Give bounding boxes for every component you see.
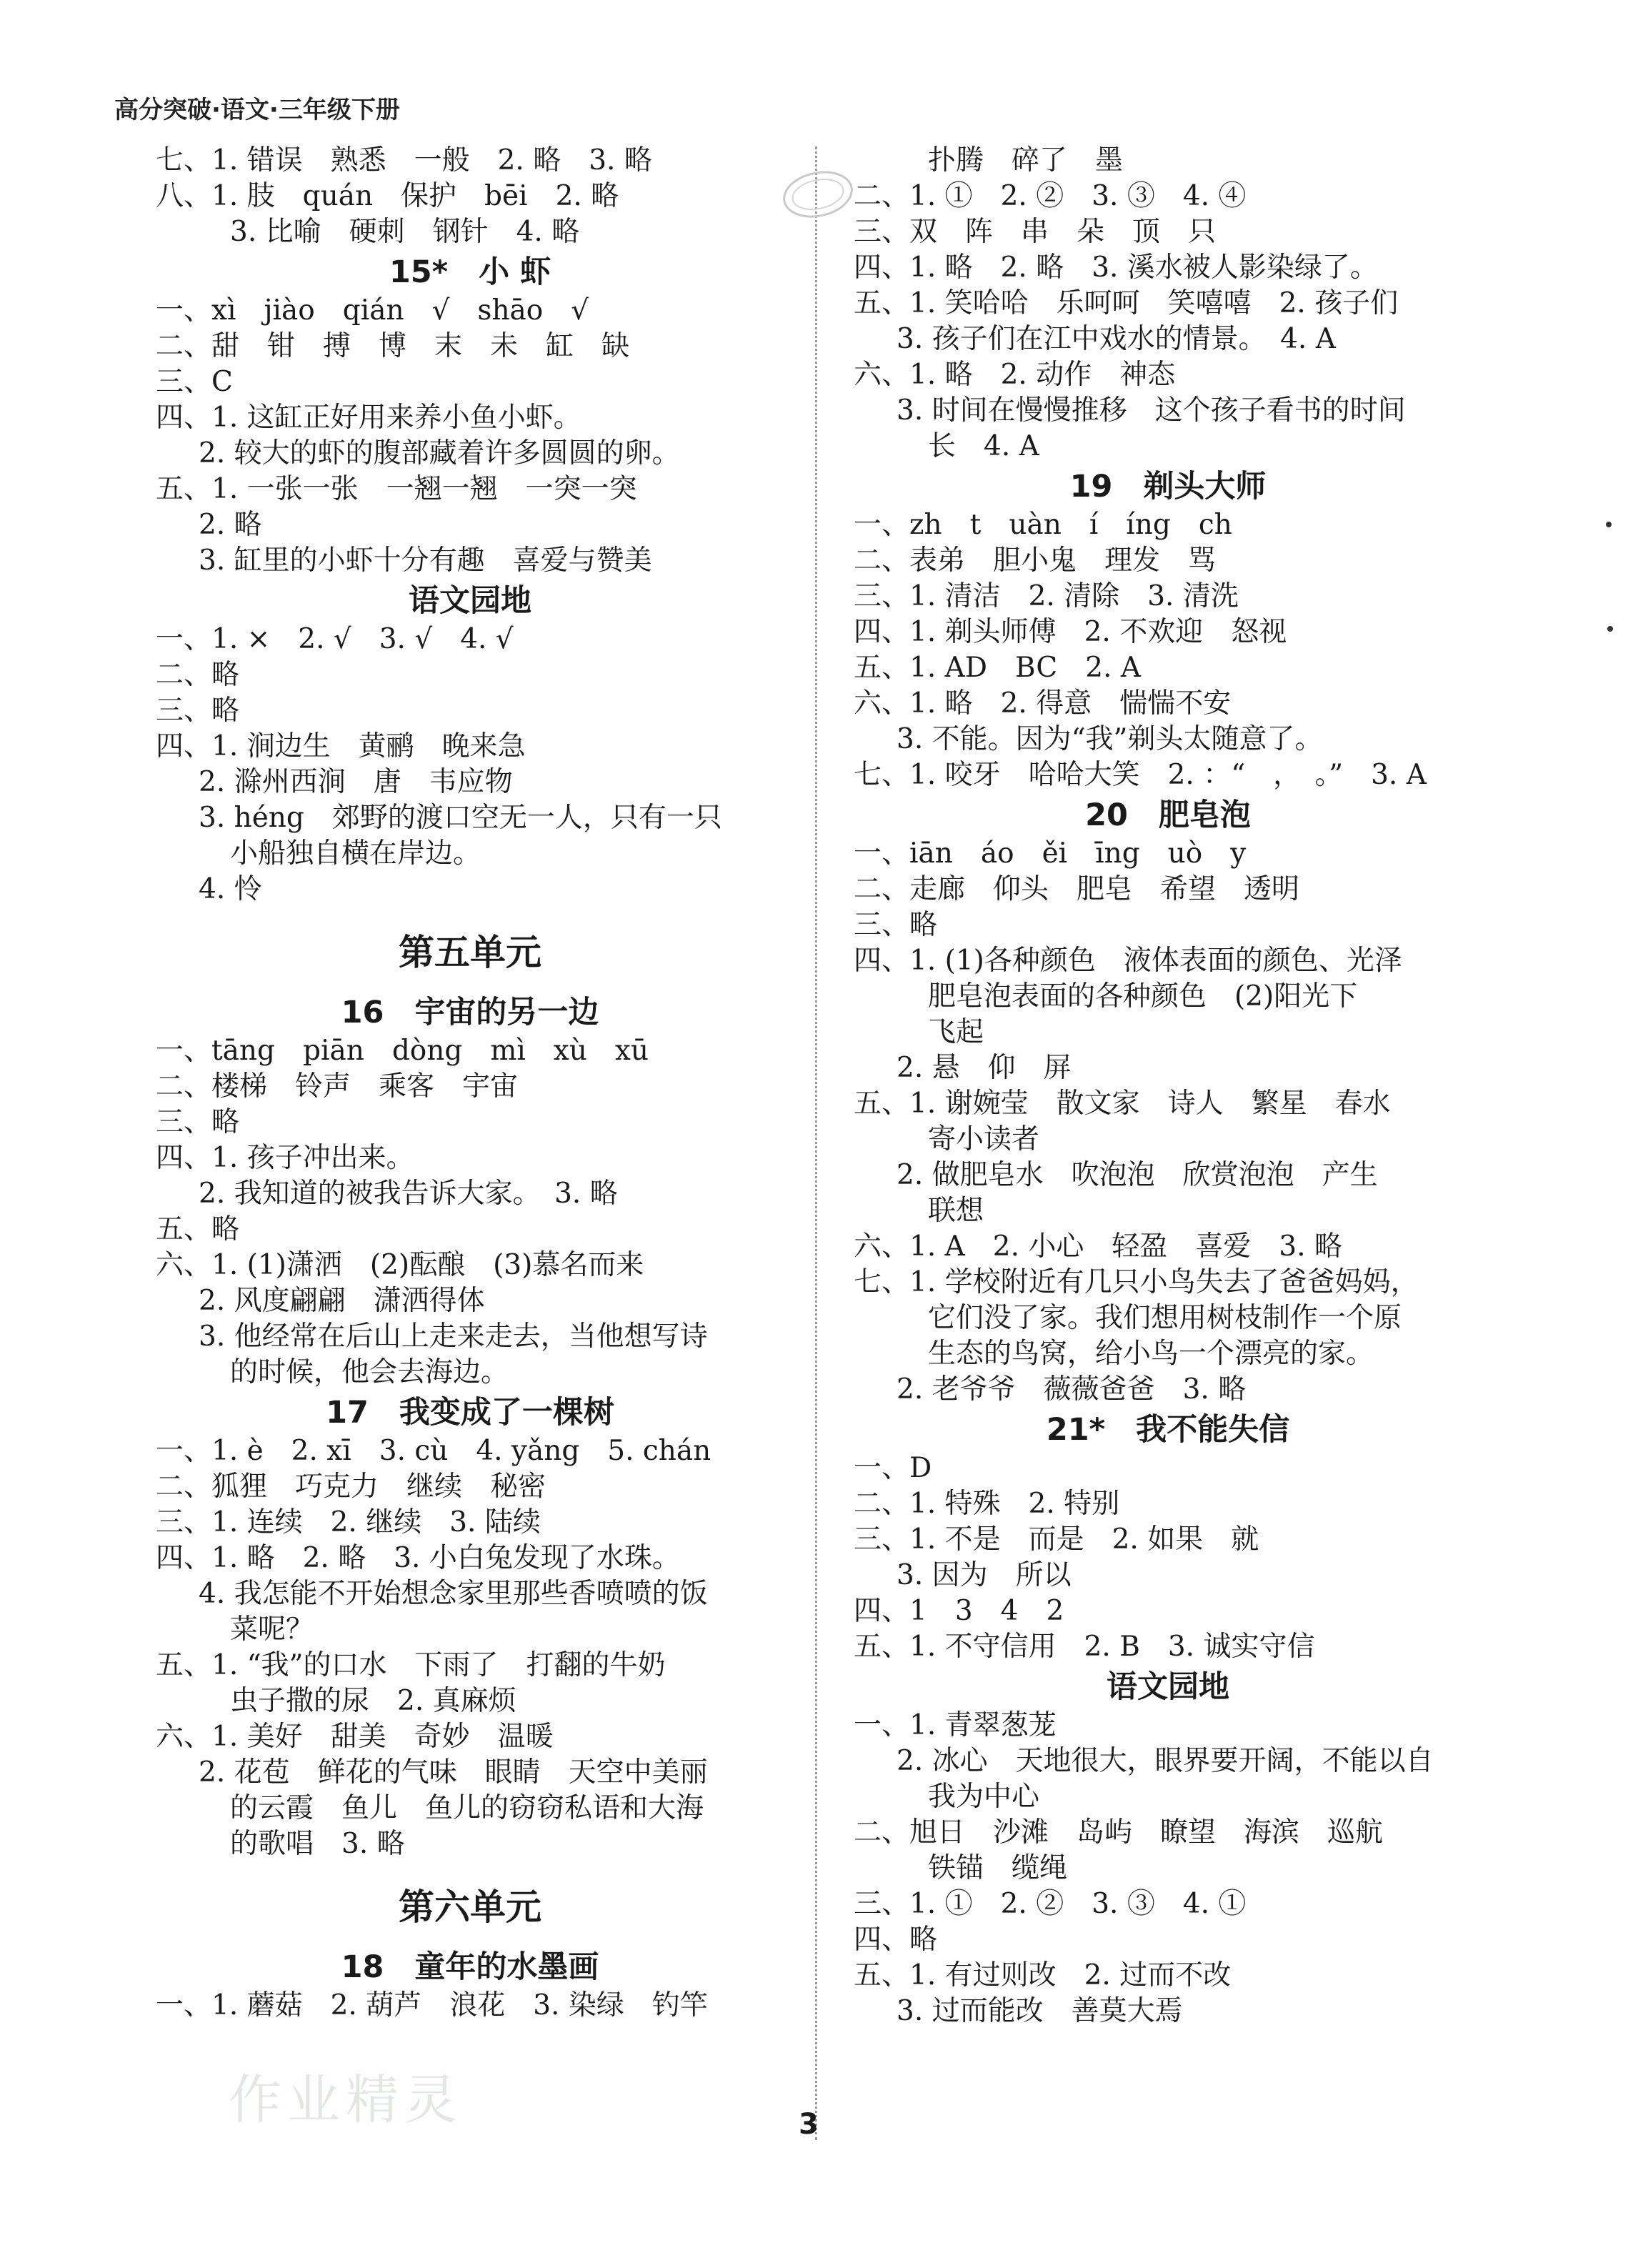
answer-line: 寄小读者 — [928, 1123, 1040, 1155]
answer-line: 四、1. 略 2. 略 3. 溪水被人影染绿了。 — [854, 252, 1378, 284]
margin-dot — [1606, 522, 1612, 527]
answer-line: 它们没了家。我们想用树枝制作一个原 — [928, 1302, 1402, 1334]
answer-line: 三、1. 不是 而是 2. 如果 就 — [854, 1523, 1259, 1556]
answer-line: 一、1. 蘑菇 2. 葫芦 浪花 3. 染绿 钓竿 — [156, 1989, 708, 2021]
column-divider — [815, 146, 817, 2140]
answer-line: 三、略 — [156, 1106, 240, 1138]
answer-line: 四、略 — [854, 1924, 938, 1956]
answer-line: 2. 老爷爷 薇薇爸爸 3. 略 — [897, 1373, 1247, 1406]
answer-line: 三、略 — [156, 695, 240, 727]
answer-line: 2. 悬 仰 屏 — [897, 1052, 1072, 1084]
answer-line: 的云霞 鱼儿 鱼儿的窃窃私语和大海 — [230, 1792, 704, 1824]
left-column — [156, 143, 784, 2024]
answer-line: 六、1. 美好 甜美 奇妙 温暖 — [156, 1721, 554, 1753]
answer-line: 菜呢？ — [230, 1613, 314, 1646]
answer-line: 二、表弟 胆小鬼 理发 骂 — [854, 544, 1217, 577]
answer-line: 扑腾 碎了 墨 — [928, 144, 1124, 176]
answer-line: 一、1. è 2. xī 3. cù 4. yǎng 5. chán — [156, 1435, 711, 1467]
answer-line: 一、xì jiào qián √ shāo √ — [156, 294, 589, 327]
answer-line: 4. 我怎能不开始想念家里那些香喷喷的饭 — [199, 1578, 708, 1610]
answer-line: 五、1. 谢婉莹 散文家 诗人 繁星 春水 — [854, 1088, 1391, 1120]
answer-line: 一、tāng piān dòng mì xù xū — [156, 1035, 649, 1067]
answer-line: 五、1. AD BC 2. A — [854, 652, 1142, 684]
answer-line: 一、D — [854, 1452, 932, 1484]
answer-line: 的时候，他会去海边。 — [230, 1356, 509, 1388]
answer-line: 飞起 — [928, 1016, 984, 1048]
answer-line: 3. 时间在慢慢推移 这个孩子看书的时间 — [897, 394, 1406, 427]
answer-line: 3. 不能。因为“我”剃头太随意了。 — [897, 723, 1323, 755]
right-column — [854, 143, 1482, 2029]
answer-line: 肥皂泡表面的各种颜色 (2)阳光下 — [928, 980, 1358, 1013]
lesson-title: 19 剃头大师 — [1069, 469, 1267, 504]
answer-line: 3. 他经常在后山上走来走去，当他想写诗 — [199, 1320, 708, 1353]
answer-line: 一、iān áo ěi īng uò y — [854, 837, 1247, 870]
answer-line: 一、1. × 2. √ 3. √ 4. √ — [156, 623, 514, 655]
answer-line: 四、1. 略 2. 略 3. 小白兔发现了水珠。 — [156, 1542, 680, 1574]
lesson-title: 21* 我不能失信 — [1046, 1412, 1290, 1448]
answer-line: 3. 缸里的小虾十分有趣 喜爱与赞美 — [199, 544, 652, 577]
answer-line: 五、1. 不守信用 2. B 3. 诚实守信 — [854, 1631, 1315, 1663]
answer-line: 五、1. 笑哈哈 乐呵呵 笑嘻嘻 2. 孩子们 — [854, 287, 1399, 319]
answer-line: 二、甜 钳 搏 博 末 未 缸 缺 — [156, 330, 630, 362]
answer-line: 六、1. (1)潇洒 (2)酝酿 (3)慕名而来 — [156, 1249, 644, 1281]
answer-line: 虫子撒的尿 2. 真麻烦 — [230, 1685, 516, 1717]
answer-line: 四、1. 涧边生 黄鹂 晚来急 — [156, 730, 526, 762]
answer-line: 铁锚 缆绳 — [928, 1852, 1068, 1884]
answer-line: 3. 因为 所以 — [897, 1559, 1072, 1591]
lesson-title: 18 童年的水墨画 — [341, 1949, 599, 1985]
decorative-stamp-icon — [779, 166, 857, 223]
answer-line: 四、1. 孩子冲出来。 — [156, 1142, 414, 1174]
answer-line: 三、1. 连续 2. 继续 3. 陆续 — [156, 1506, 541, 1538]
answer-line: 三、C — [156, 366, 233, 398]
answer-line: 二、狐狸 巧克力 继续 秘密 — [156, 1471, 546, 1503]
unit-heading: 第五单元 — [399, 932, 541, 973]
answer-line: 五、1. 有过则改 2. 过而不改 — [854, 1959, 1232, 1991]
answer-line: 生态的鸟窝，给小鸟一个漂亮的家。 — [928, 1338, 1374, 1370]
answer-line: 四、1 3 4 2 — [854, 1595, 1064, 1627]
answer-line: 四、1. 剃头师傅 2. 不欢迎 怒视 — [854, 616, 1287, 648]
answer-line: 七、1. 咬牙 哈哈大笑 2. ：“ ， 。” 3. A — [854, 759, 1427, 791]
answer-line: 五、1. “我”的口水 下雨了 打翻的牛奶 — [156, 1649, 666, 1681]
lesson-title: 16 宇宙的另一边 — [341, 995, 599, 1030]
unit-heading: 第六单元 — [399, 1886, 541, 1928]
lesson-title: 语文园地 — [1107, 1669, 1229, 1705]
lesson-title: 15* 小 虾 — [389, 254, 551, 290]
margin-dot — [1607, 626, 1613, 632]
answer-line: 3. 比喻 硬刺 钢针 4. 略 — [230, 216, 580, 248]
answer-line: 七、1. 错误 熟悉 一般 2. 略 3. 略 — [156, 144, 652, 176]
answer-line: 2. 花苞 鲜花的气味 眼睛 天空中美丽 — [199, 1756, 708, 1789]
answer-line: 二、略 — [156, 659, 240, 691]
answer-line: 四、1. (1)各种颜色 液体表面的颜色、光泽 — [854, 945, 1402, 977]
lesson-title: 语文园地 — [409, 583, 531, 619]
answer-line: 2. 滁州西涧 唐 韦应物 — [199, 766, 513, 798]
lesson-title: 17 我变成了一棵树 — [326, 1395, 614, 1431]
answer-line: 六、1. A 2. 小心 轻盈 喜爱 3. 略 — [854, 1230, 1342, 1263]
answer-line: 长 4. A — [928, 430, 1039, 462]
answer-line: 3. héng 郊野的渡口空无一人，只有一只 — [199, 802, 722, 834]
answer-line: 三、1. 清洁 2. 清除 3. 清洗 — [854, 580, 1239, 612]
answer-line: 四、1. 这缸正好用来养小鱼小虾。 — [156, 402, 581, 434]
answer-line: 2. 较大的虾的腹部藏着许多圆圆的卵。 — [199, 437, 680, 469]
answer-line: 一、1. 青翠葱茏 — [854, 1709, 1057, 1741]
answer-line: 三、略 — [854, 909, 938, 941]
lesson-title: 20 肥皂泡 — [1085, 797, 1251, 833]
watermark: 作业精灵 — [229, 2069, 463, 2131]
answer-line: 三、1. ① 2. ② 3. ③ 4. ① — [854, 1888, 1247, 1920]
answer-line: 一、zh t uàn í íng ch — [854, 509, 1232, 541]
answer-line: 3. 过而能改 善莫大焉 — [897, 1995, 1183, 2027]
answer-line: 2. 冰心 天地很大，眼界要开阔，不能以自 — [897, 1745, 1434, 1777]
answer-line: 七、1. 学校附近有几只小鸟失去了爸爸妈妈， — [854, 1266, 1419, 1298]
answer-line: 二、走廊 仰头 肥皂 希望 透明 — [854, 873, 1300, 905]
book-header: 高分突破·语文·三年级下册 — [114, 96, 400, 124]
answer-line: 2. 风度翩翩 潇洒得体 — [199, 1285, 485, 1317]
answer-line: 二、1. ① 2. ② 3. ③ 4. ④ — [854, 180, 1247, 212]
answer-line: 联想 — [928, 1195, 984, 1227]
answer-line: 五、略 — [156, 1213, 240, 1245]
answer-line: 小船独自横在岸边。 — [230, 837, 481, 870]
page-number: 3 — [799, 2108, 819, 2141]
answer-line: 二、1. 特殊 2. 特别 — [854, 1488, 1120, 1520]
answer-line: 八、1. 肢 quán 保护 bēi 2. 略 — [156, 180, 619, 212]
answer-line: 4. 怜 — [199, 873, 262, 905]
answer-line: 六、1. 略 2. 动作 神态 — [854, 359, 1176, 391]
answer-line: 二、楼梯 铃声 乘客 宇宙 — [156, 1070, 519, 1103]
answer-line: 六、1. 略 2. 得意 惴惴不安 — [854, 687, 1232, 720]
answer-line: 2. 我知道的被我告诉大家。 3. 略 — [199, 1178, 618, 1210]
answer-line: 2. 略 — [199, 509, 262, 541]
answer-line: 3. 孩子们在江中戏水的情景。 4. A — [897, 323, 1336, 355]
answer-line: 的歌唱 3. 略 — [230, 1828, 405, 1860]
answer-line: 二、旭日 沙滩 岛屿 瞭望 海滨 巡航 — [854, 1816, 1384, 1849]
answer-line: 2. 做肥皂水 吹泡泡 欣赏泡泡 产生 — [897, 1159, 1378, 1191]
answer-line: 五、1. 一张一张 一翘一翘 一突一突 — [156, 473, 637, 505]
answer-line: 我为中心 — [928, 1781, 1040, 1813]
answer-line: 三、双 阵 串 朵 顶 只 — [854, 216, 1217, 248]
